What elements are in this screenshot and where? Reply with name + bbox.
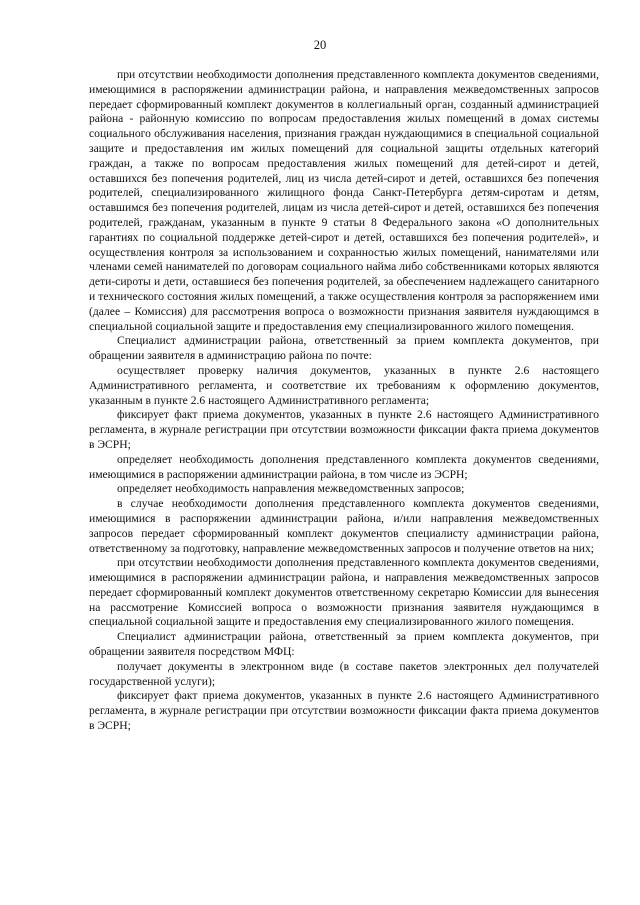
paragraph-5: определяет необходимость дополнения представленного комплекта документов сведениями, имеющимися в распоряжении администрации района, в том числе из ЭСРН; (89, 452, 599, 481)
paragraph-3: осуществляет проверку наличия документов, указанных в пункте 2.6 настоящего Административного регламента, и соответствие их требованиям к оформлению документов, указанным в пункте 2.6 настоящего Административного регламента; (89, 363, 599, 407)
paragraph-1: при отсутствии необходимости дополнения представленного комплекта документов сведениями, имеющимися в распоряжении администрации района, и направления межведомственных запросов передает сформированный комплект документов в коллегиальный орган, созданный администрацией района - районную комиссию по вопросам предоставления жилых помещений в домах системы социального обслуживания населения, признания граждан нуждающимися в специальной социальной защите и предоставления им жилых помещений для социальной защиты отдельных категорий граждан, а также по вопросам предоставления жилых помещений для детей-сирот и детей, оставшихся без попечения родителей, лиц из числа детей-сирот и детей, оставшихся без попечения родителей, специализированного жилищного фонда Санкт-Петербурга детям-сиротам и детям, оставшимся без попечения родителей, лицам из числа детей-сирот и детей, оставшихся без попечения родителей, гражданам, указанным в пункте 9 статьи 8 Федерального закона «О дополнительных гарантиях по социальной поддержке детей-сирот и детей, оставшихся без попечения родителей», и осуществления контроля за использованием и сохранностью жилых помещений, нанимателями или членами семей нанимателей по договорам социального найма либо собственниками которых являются дети-сироты и дети, оставшиеся без попечения родителей, за обеспечением надлежащего санитарного и технического состояния жилых помещений, а также осуществления контроля за распоряжением ими (далее – Комиссия) для рассмотрения вопроса о возможности признания заявителя нуждающимся в специальной социальной защите и предоставления ему специализированного жилого помещения. (89, 68, 599, 333)
page-number: 20 (313, 38, 327, 52)
paragraph-9: Специалист администрации района, ответственный за прием комплекта документов, при обращении заявителя посредством МФЦ: (89, 630, 599, 659)
paragraph-6: определяет необходимость направления межведомственных запросов; (117, 482, 465, 496)
paragraph-8: при отсутствии необходимости дополнения представленного комплекта документов сведениями, имеющимися в распоряжении администрации района, и направления межведомственных запросов передает сформированный комплект документов ответственному секретарю Комиссии для вынесения на рассмотрение Комиссией вопроса о возможности признания заявителя нуждающимся в специальной социальной защите и предоставления ему специализированного жилого помещения. (89, 556, 599, 629)
paragraph-11: фиксирует факт приема документов, указанных в пункте 2.6 настоящего Административного регламента, в журнале регистрации при отсутствии возможности фиксации факта приема документов в ЭСРН; (89, 689, 599, 733)
paragraph-4: фиксирует факт приема документов, указанных в пункте 2.6 настоящего Административного регламента, в журнале регистрации при отсутствии возможности фиксации факта приема документов в ЭСРН; (89, 408, 599, 451)
paragraph-2: Специалист администрации района, ответственный за прием комплекта документов, при обращении заявителя в администрацию района по почте: (89, 334, 599, 363)
document-body (89, 68, 599, 734)
paragraph-10: получает документы в электронном виде (в составе пакетов электронных дел получателей государственной услуги); (89, 659, 599, 688)
paragraph-7: в случае необходимости дополнения представленного комплекта документов сведениями, имеющимися в распоряжении администрации района, и/или направления межведомственных запросов передает сформированный комплект документов специалисту администрации района, ответственному за подготовку, направление межведомственных запросов и получение ответов на них; (89, 497, 599, 555)
